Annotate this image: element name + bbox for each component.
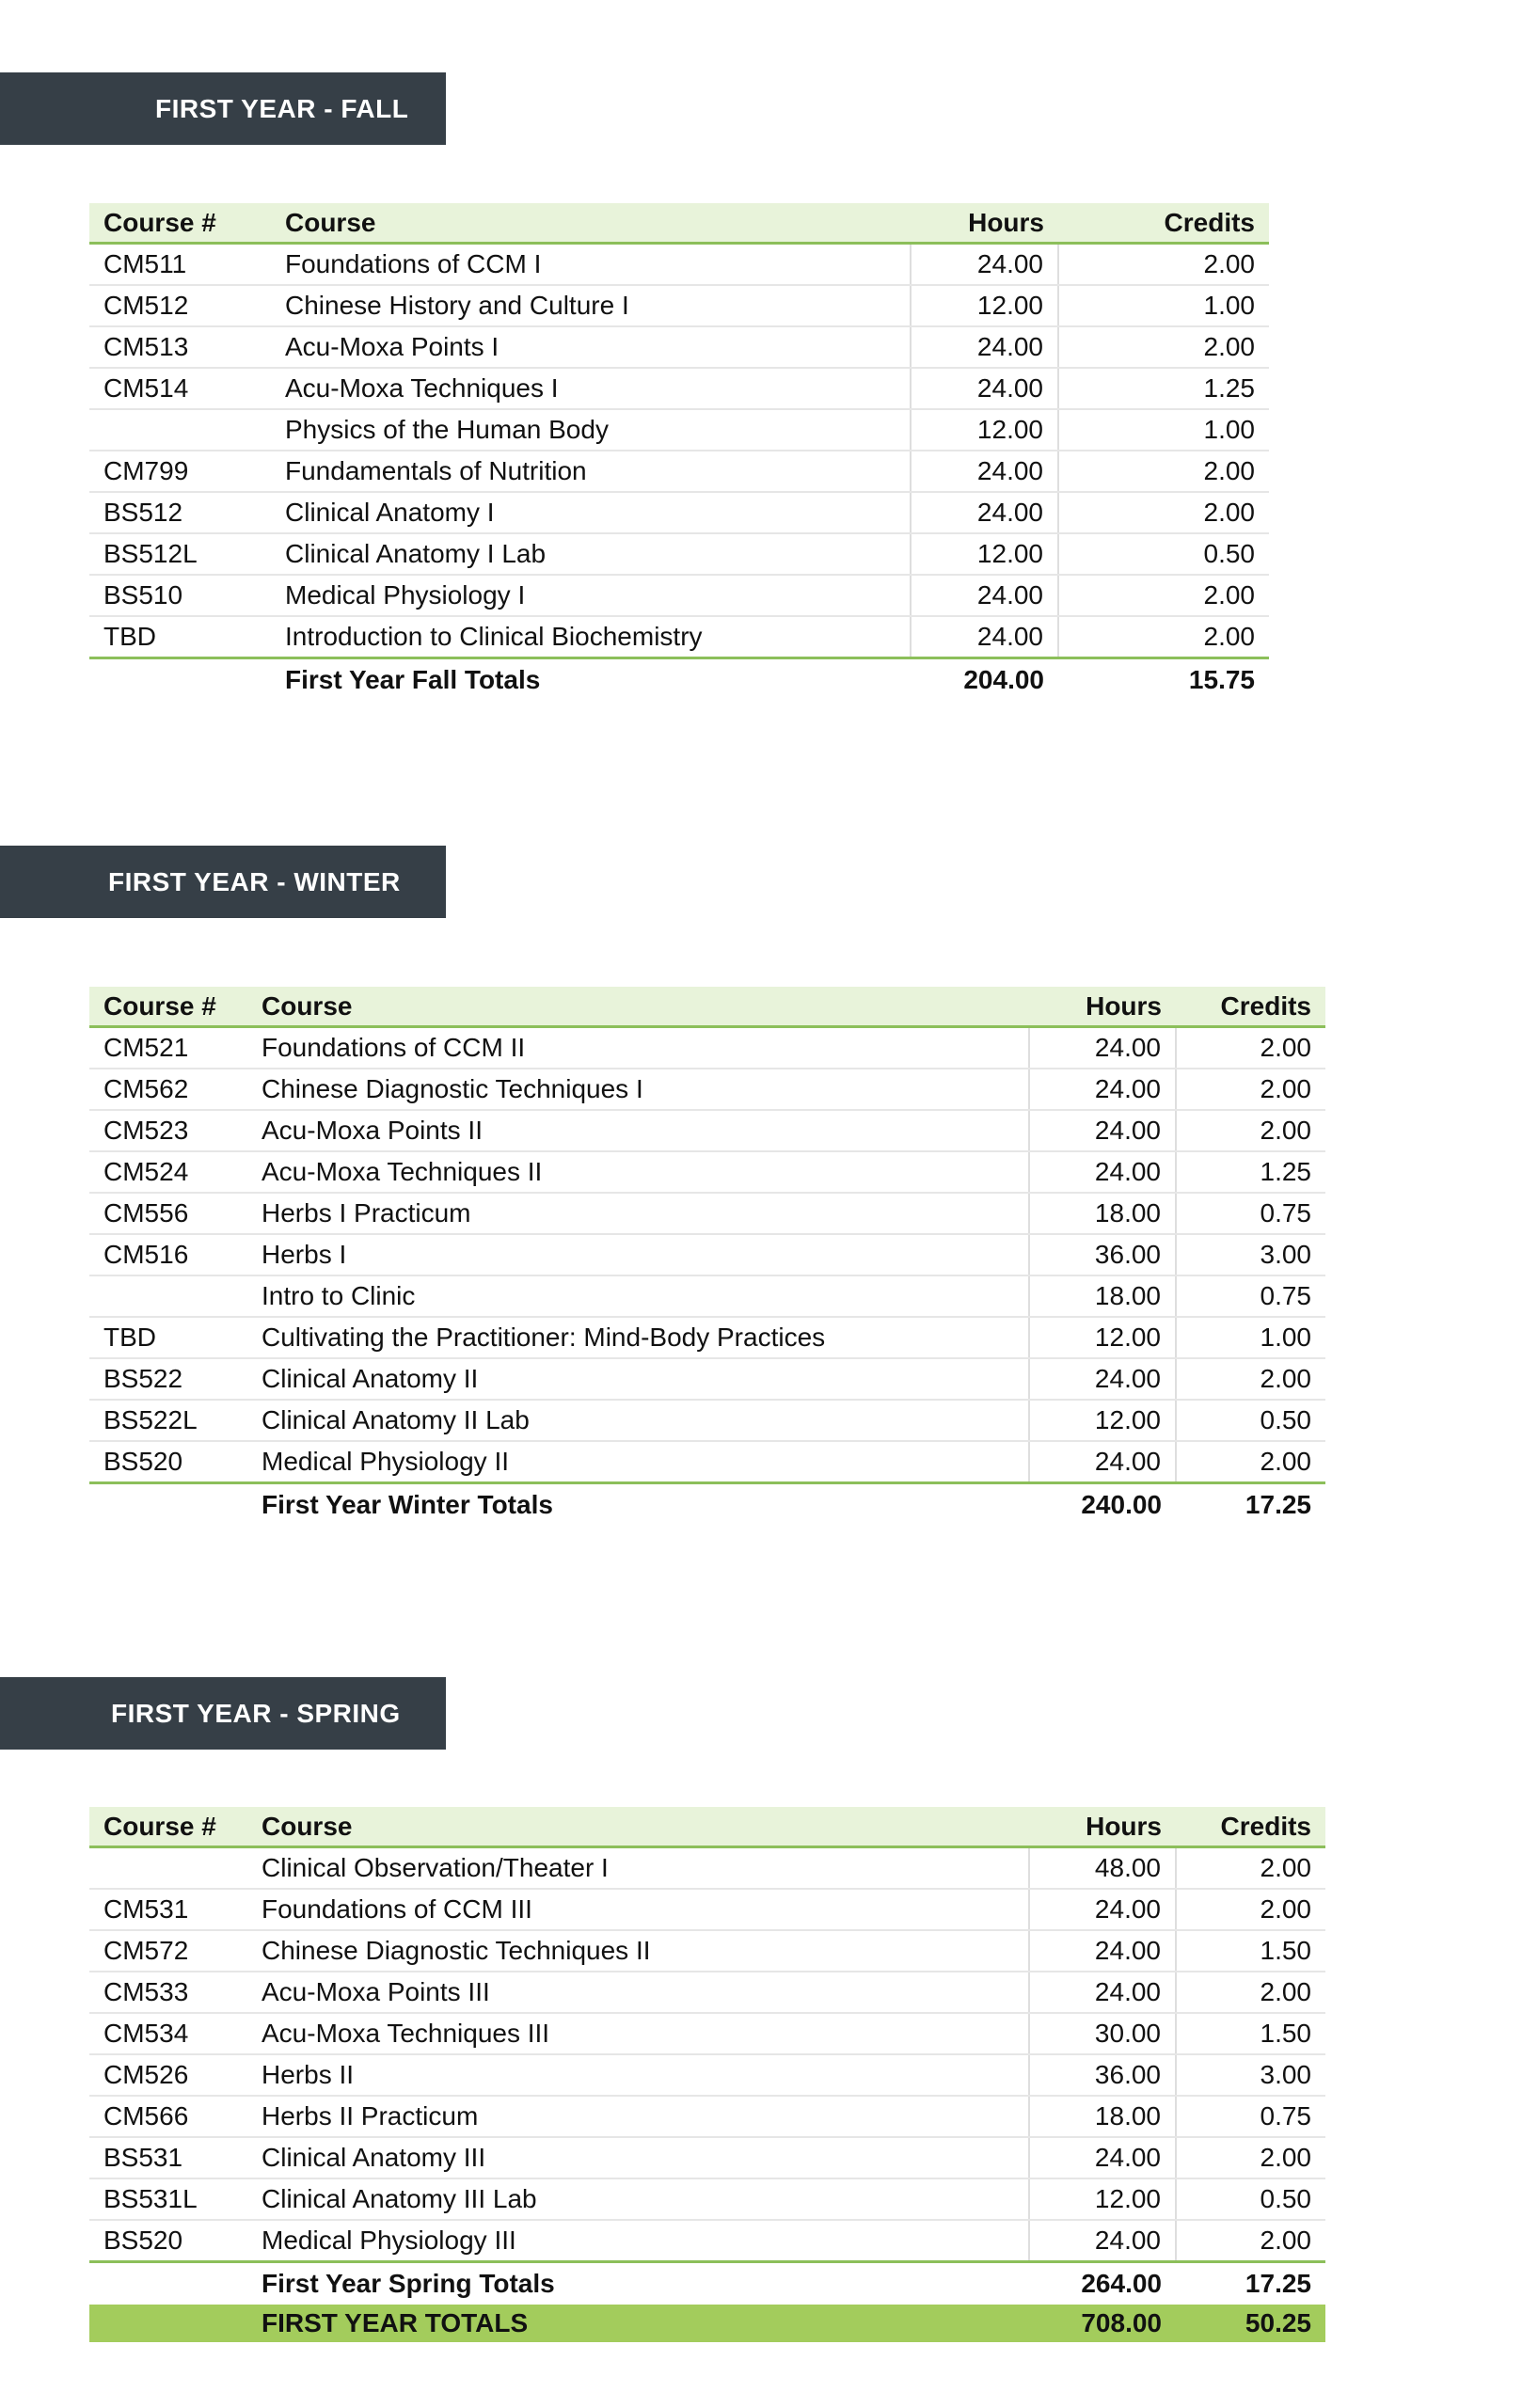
course-table-winter bbox=[89, 987, 1325, 1526]
grand-totals-credits: 50.25 bbox=[1176, 2305, 1325, 2342]
course-credits: 2.00 bbox=[1176, 2137, 1325, 2178]
course-name: Chinese Diagnostic Techniques II bbox=[247, 1930, 1029, 1972]
course-num: BS520 bbox=[89, 2220, 247, 2262]
course-hours: 12.00 bbox=[911, 533, 1058, 575]
course-credits: 3.00 bbox=[1176, 1234, 1325, 1275]
section-title: FIRST YEAR - FALL bbox=[155, 93, 409, 123]
totals-hours: 264.00 bbox=[1081, 2269, 1162, 2298]
course-hours: 24.00 bbox=[1029, 1110, 1176, 1151]
table-row bbox=[89, 1889, 1325, 1930]
course-hours: 24.00 bbox=[1029, 1151, 1176, 1193]
grand-totals-label: FIRST YEAR TOTALS bbox=[247, 2305, 1029, 2342]
course-table-spring bbox=[89, 1807, 1325, 2342]
table-row bbox=[89, 1027, 1325, 1069]
course-name: Herbs I bbox=[247, 1234, 1029, 1275]
course-name: Foundations of CCM I bbox=[271, 244, 911, 286]
table-row bbox=[89, 1847, 1325, 1890]
course-hours: 12.00 bbox=[1029, 2178, 1176, 2220]
course-name: Foundations of CCM II bbox=[247, 1027, 1029, 1069]
table-row bbox=[89, 1972, 1325, 2013]
course-hours: 36.00 bbox=[1029, 2054, 1176, 2096]
course-credits: 2.00 bbox=[1058, 326, 1269, 368]
col-header-credits: Credits bbox=[1176, 1807, 1325, 1847]
course-credits: 1.25 bbox=[1176, 1151, 1325, 1193]
course-credits: 0.75 bbox=[1176, 1275, 1325, 1317]
course-hours: 24.00 bbox=[911, 575, 1058, 616]
course-num: CM562 bbox=[89, 1069, 247, 1110]
col-header-hours: Hours bbox=[1029, 1807, 1176, 1847]
course-hours: 12.00 bbox=[911, 409, 1058, 451]
table-row bbox=[89, 2178, 1325, 2220]
table-row bbox=[89, 1358, 1325, 1400]
table-row bbox=[89, 2096, 1325, 2137]
course-credits: 2.00 bbox=[1058, 616, 1269, 658]
course-table-fall bbox=[89, 203, 1269, 701]
course-credits: 1.25 bbox=[1058, 368, 1269, 409]
totals-row bbox=[89, 2262, 1325, 2305]
course-name: Medical Physiology I bbox=[271, 575, 911, 616]
table-row bbox=[89, 2137, 1325, 2178]
course-name: Chinese Diagnostic Techniques I bbox=[247, 1069, 1029, 1110]
course-hours: 24.00 bbox=[1029, 2220, 1176, 2262]
course-name: Clinical Anatomy III Lab bbox=[247, 2178, 1029, 2220]
course-num: BS520 bbox=[89, 1441, 247, 1483]
totals-hours: 240.00 bbox=[1081, 1490, 1162, 1519]
course-hours: 12.00 bbox=[1029, 1400, 1176, 1441]
table-row bbox=[89, 326, 1269, 368]
course-name: Introduction to Clinical Biochemistry bbox=[271, 616, 911, 658]
course-credits: 1.00 bbox=[1058, 409, 1269, 451]
course-num: CM534 bbox=[89, 2013, 247, 2054]
course-credits: 1.50 bbox=[1176, 2013, 1325, 2054]
course-num: CM513 bbox=[89, 326, 271, 368]
course-hours: 18.00 bbox=[1029, 2096, 1176, 2137]
course-num: TBD bbox=[89, 1317, 247, 1358]
section-header-fall bbox=[0, 72, 446, 145]
section-header-spring bbox=[0, 1677, 446, 1750]
course-num: CM566 bbox=[89, 2096, 247, 2137]
course-credits: 2.00 bbox=[1058, 575, 1269, 616]
table-row bbox=[89, 492, 1269, 533]
totals-credits: 17.25 bbox=[1245, 1490, 1311, 1519]
course-hours: 18.00 bbox=[1029, 1193, 1176, 1234]
course-credits: 0.50 bbox=[1176, 2178, 1325, 2220]
course-hours: 24.00 bbox=[911, 368, 1058, 409]
course-credits: 1.00 bbox=[1058, 285, 1269, 326]
course-num: BS522 bbox=[89, 1358, 247, 1400]
totals-row bbox=[89, 1483, 1325, 1527]
course-hours: 24.00 bbox=[1029, 1027, 1176, 1069]
table-header-row bbox=[89, 1807, 1325, 1847]
course-name: Herbs II bbox=[247, 2054, 1029, 2096]
course-hours: 24.00 bbox=[1029, 2137, 1176, 2178]
col-header-credits: Credits bbox=[1058, 203, 1269, 244]
col-header-course-num: Course # bbox=[89, 987, 247, 1027]
table-row bbox=[89, 2013, 1325, 2054]
course-num: BS512 bbox=[89, 492, 271, 533]
course-num: BS522L bbox=[89, 1400, 247, 1441]
course-name: Medical Physiology II bbox=[247, 1441, 1029, 1483]
course-name: Clinical Anatomy I Lab bbox=[271, 533, 911, 575]
totals-row bbox=[89, 658, 1269, 702]
course-credits: 2.00 bbox=[1176, 1889, 1325, 1930]
totals-credits: 17.25 bbox=[1245, 2269, 1311, 2298]
course-hours: 24.00 bbox=[911, 451, 1058, 492]
course-num: BS512L bbox=[89, 533, 271, 575]
course-num: CM511 bbox=[89, 244, 271, 286]
course-name: Cultivating the Practitioner: Mind-Body Practices bbox=[247, 1317, 1029, 1358]
course-num: CM514 bbox=[89, 368, 271, 409]
col-header-credits: Credits bbox=[1176, 987, 1325, 1027]
totals-label: First Year Fall Totals bbox=[285, 665, 541, 694]
table-row bbox=[89, 451, 1269, 492]
course-name: Acu-Moxa Points III bbox=[247, 1972, 1029, 2013]
col-header-course-num: Course # bbox=[89, 1807, 247, 1847]
course-hours: 24.00 bbox=[1029, 1889, 1176, 1930]
course-name: Clinical Anatomy III bbox=[247, 2137, 1029, 2178]
course-name: Intro to Clinic bbox=[247, 1275, 1029, 1317]
table-row bbox=[89, 409, 1269, 451]
grand-totals-row bbox=[89, 2305, 1325, 2342]
course-hours: 48.00 bbox=[1029, 1847, 1176, 1890]
table-row bbox=[89, 1930, 1325, 1972]
course-num: CM524 bbox=[89, 1151, 247, 1193]
table-header-row bbox=[89, 203, 1269, 244]
course-hours: 12.00 bbox=[1029, 1317, 1176, 1358]
section-title: FIRST YEAR - SPRING bbox=[111, 1698, 401, 1728]
course-name: Acu-Moxa Points II bbox=[247, 1110, 1029, 1151]
table-row bbox=[89, 616, 1269, 658]
course-hours: 36.00 bbox=[1029, 1234, 1176, 1275]
course-hours: 24.00 bbox=[1029, 1972, 1176, 2013]
course-num: BS531 bbox=[89, 2137, 247, 2178]
course-credits: 2.00 bbox=[1176, 1110, 1325, 1151]
course-name: Clinical Anatomy II bbox=[247, 1358, 1029, 1400]
course-credits: 2.00 bbox=[1176, 1027, 1325, 1069]
course-num: CM531 bbox=[89, 1889, 247, 1930]
course-name: Herbs II Practicum bbox=[247, 2096, 1029, 2137]
course-credits: 2.00 bbox=[1058, 492, 1269, 533]
section-title: FIRST YEAR - WINTER bbox=[108, 866, 401, 896]
course-hours: 24.00 bbox=[1029, 1069, 1176, 1110]
table-row bbox=[89, 1110, 1325, 1151]
course-name: Acu-Moxa Techniques II bbox=[247, 1151, 1029, 1193]
course-hours: 24.00 bbox=[1029, 1930, 1176, 1972]
totals-credits: 15.75 bbox=[1188, 665, 1255, 694]
course-credits: 0.75 bbox=[1176, 2096, 1325, 2137]
course-name: Acu-Moxa Techniques III bbox=[247, 2013, 1029, 2054]
course-hours: 24.00 bbox=[1029, 1441, 1176, 1483]
course-num: CM521 bbox=[89, 1027, 247, 1069]
course-name: Physics of the Human Body bbox=[271, 409, 911, 451]
course-credits: 2.00 bbox=[1058, 451, 1269, 492]
course-hours: 24.00 bbox=[911, 616, 1058, 658]
col-header-course-num: Course # bbox=[89, 203, 271, 244]
col-header-course: Course bbox=[247, 1807, 1029, 1847]
course-credits: 2.00 bbox=[1176, 1069, 1325, 1110]
course-credits: 0.50 bbox=[1058, 533, 1269, 575]
course-hours: 12.00 bbox=[911, 285, 1058, 326]
course-num: CM572 bbox=[89, 1930, 247, 1972]
course-credits: 2.00 bbox=[1058, 244, 1269, 286]
totals-label: First Year Winter Totals bbox=[262, 1490, 553, 1519]
course-name: Acu-Moxa Techniques I bbox=[271, 368, 911, 409]
course-num: CM512 bbox=[89, 285, 271, 326]
course-credits: 0.50 bbox=[1176, 1400, 1325, 1441]
table-row bbox=[89, 1317, 1325, 1358]
course-credits: 1.50 bbox=[1176, 1930, 1325, 1972]
table-row bbox=[89, 368, 1269, 409]
course-num bbox=[89, 409, 271, 451]
course-name: Acu-Moxa Points I bbox=[271, 326, 911, 368]
totals-label: First Year Spring Totals bbox=[262, 2269, 555, 2298]
course-num: CM799 bbox=[89, 451, 271, 492]
course-hours: 24.00 bbox=[1029, 1358, 1176, 1400]
course-num: CM516 bbox=[89, 1234, 247, 1275]
course-credits: 2.00 bbox=[1176, 1847, 1325, 1890]
course-name: Herbs I Practicum bbox=[247, 1193, 1029, 1234]
table-row bbox=[89, 2220, 1325, 2262]
course-credits: 2.00 bbox=[1176, 1441, 1325, 1483]
course-num: BS510 bbox=[89, 575, 271, 616]
col-header-hours: Hours bbox=[911, 203, 1058, 244]
table-header-row bbox=[89, 987, 1325, 1027]
course-num: BS531L bbox=[89, 2178, 247, 2220]
table-row bbox=[89, 575, 1269, 616]
course-hours: 24.00 bbox=[911, 244, 1058, 286]
course-name: Clinical Anatomy I bbox=[271, 492, 911, 533]
course-hours: 18.00 bbox=[1029, 1275, 1176, 1317]
col-header-course: Course bbox=[247, 987, 1029, 1027]
course-name: Chinese History and Culture I bbox=[271, 285, 911, 326]
section-header-winter bbox=[0, 846, 446, 918]
course-hours: 24.00 bbox=[911, 492, 1058, 533]
course-name: Fundamentals of Nutrition bbox=[271, 451, 911, 492]
course-name: Clinical Observation/Theater I bbox=[247, 1847, 1029, 1890]
course-credits: 1.00 bbox=[1176, 1317, 1325, 1358]
table-row bbox=[89, 1400, 1325, 1441]
table-row bbox=[89, 285, 1269, 326]
course-num: CM556 bbox=[89, 1193, 247, 1234]
table-row bbox=[89, 1151, 1325, 1193]
table-row bbox=[89, 244, 1269, 286]
course-credits: 2.00 bbox=[1176, 1358, 1325, 1400]
table-row bbox=[89, 1234, 1325, 1275]
course-hours: 30.00 bbox=[1029, 2013, 1176, 2054]
col-header-course: Course bbox=[271, 203, 911, 244]
grand-totals-hours: 708.00 bbox=[1029, 2305, 1176, 2342]
course-name: Medical Physiology III bbox=[247, 2220, 1029, 2262]
table-row bbox=[89, 2054, 1325, 2096]
course-num bbox=[89, 1847, 247, 1890]
table-row bbox=[89, 1069, 1325, 1110]
course-name: Foundations of CCM III bbox=[247, 1889, 1029, 1930]
course-credits: 0.75 bbox=[1176, 1193, 1325, 1234]
table-row bbox=[89, 1193, 1325, 1234]
table-row bbox=[89, 1275, 1325, 1317]
course-num bbox=[89, 1275, 247, 1317]
table-row bbox=[89, 533, 1269, 575]
course-hours: 24.00 bbox=[911, 326, 1058, 368]
totals-hours: 204.00 bbox=[963, 665, 1044, 694]
course-num: CM533 bbox=[89, 1972, 247, 2013]
course-credits: 3.00 bbox=[1176, 2054, 1325, 2096]
course-credits: 2.00 bbox=[1176, 2220, 1325, 2262]
course-num: TBD bbox=[89, 616, 271, 658]
table-row bbox=[89, 1441, 1325, 1483]
course-name: Clinical Anatomy II Lab bbox=[247, 1400, 1029, 1441]
course-num: CM526 bbox=[89, 2054, 247, 2096]
course-num: CM523 bbox=[89, 1110, 247, 1151]
course-credits: 2.00 bbox=[1176, 1972, 1325, 2013]
col-header-hours: Hours bbox=[1029, 987, 1176, 1027]
